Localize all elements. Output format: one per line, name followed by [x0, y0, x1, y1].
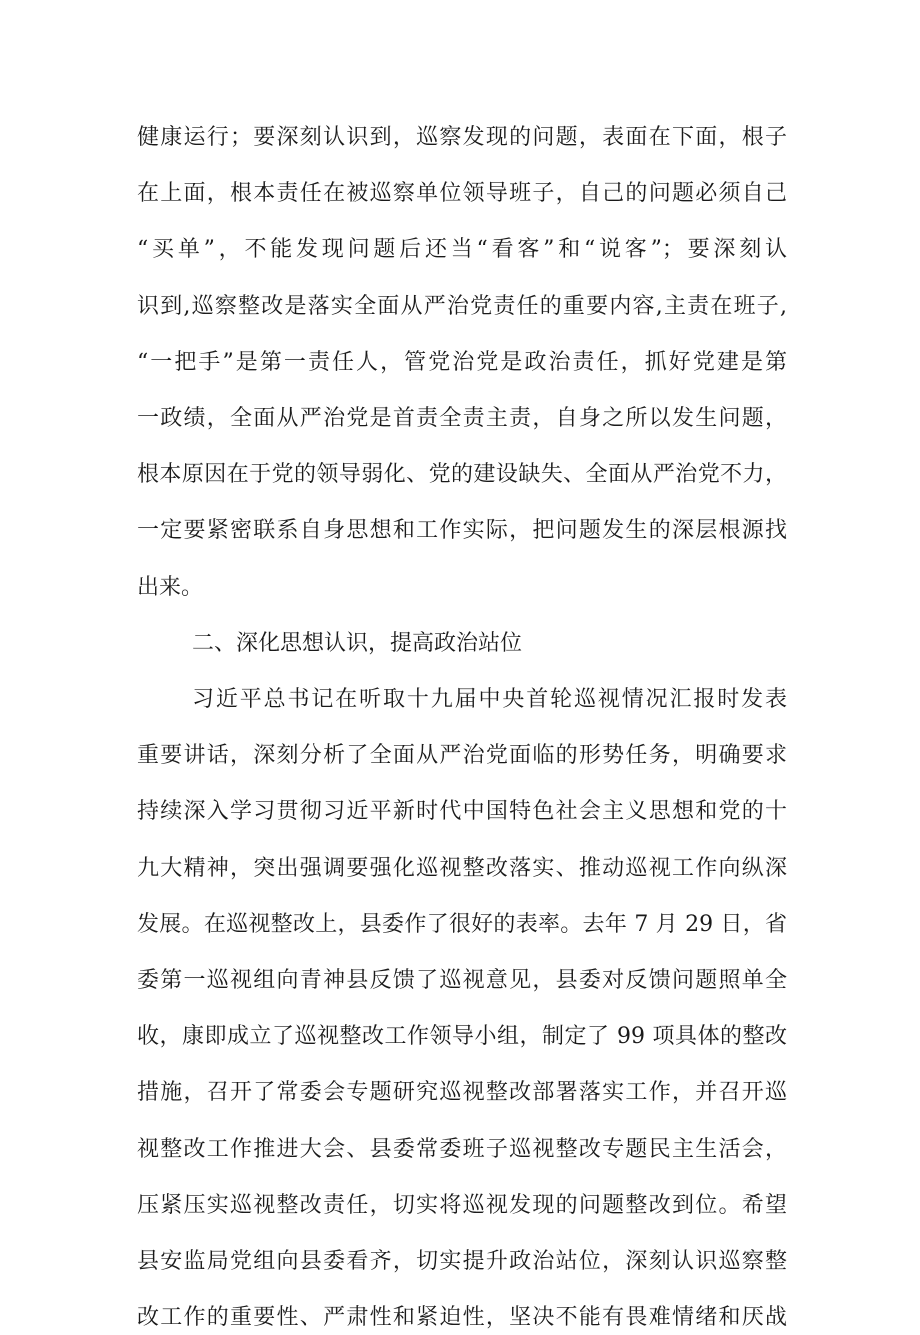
paragraph-2-line-3: 持续深入学习贯彻习近平新时代中国特色社会主义思想和党的十: [137, 799, 787, 824]
paragraph-1-line-9: 出来。: [137, 575, 204, 600]
paragraph-1-line-6: 一政绩，全面从严治党是首责全责主责，自身之所以发生问题，: [137, 406, 787, 431]
section-heading: 二、深化思想认识，提高政治站位: [192, 631, 523, 656]
paragraph-1-line-4: 识到,巡察整改是落实全面从严治党责任的重要内容,主责在班子,: [137, 294, 787, 319]
paragraph-2-line-5: 发展。在巡视整改上，县委作了很好的表率。去年 7 月 29 日，省: [137, 912, 787, 937]
paragraph-1-line-1: 健康运行；要深刻认识到，巡察发现的问题，表面在下面，根子: [137, 125, 787, 150]
paragraph-1-line-7: 根本原因在于党的领导弱化、党的建设缺失、全面从严治党不力，: [137, 462, 787, 487]
paragraph-1-line-3: “买单”，不能发现问题后还当“看客”和“说客”；要深刻认: [137, 237, 787, 262]
paragraph-2-line-7: 收，康即成立了巡视整改工作领导小组，制定了 99 项具体的整改: [137, 1024, 787, 1049]
paragraph-2-line-2: 重要讲话，深刻分析了全面从严治党面临的形势任务，明确要求: [137, 743, 787, 768]
paragraph-1-line-5: “一把手”是第一责任人，管党治党是政治责任，抓好党建是第: [137, 350, 787, 375]
paragraph-2-line-8: 措施，召开了常委会专题研究巡视整改部署落实工作，并召开巡: [137, 1080, 787, 1105]
paragraph-2-line-1: 习近平总书记在听取十九届中央首轮巡视情况汇报时发表: [192, 687, 787, 712]
paragraph-2-line-11: 县安监局党组向县委看齐，切实提升政治站位，深刻认识巡察整: [137, 1249, 787, 1274]
paragraph-2-line-6: 委第一巡视组向青神县反馈了巡视意见，县委对反馈问题照单全: [137, 968, 787, 993]
paragraph-2-line-12: 改工作的重要性、严肃性和紧迫性，坚决不能有畏难情绪和厌战: [137, 1305, 787, 1330]
paragraph-2-line-10: 压紧压实巡视整改责任，切实将巡视发现的问题整改到位。希望: [137, 1193, 787, 1218]
paragraph-1-line-8: 一定要紧密联系自身思想和工作实际，把问题发生的深层根源找: [137, 518, 787, 543]
paragraph-2-line-9: 视整改工作推进大会、县委常委班子巡视整改专题民主生活会，: [137, 1137, 787, 1162]
paragraph-1-line-2: 在上面，根本责任在被巡察单位领导班子，自己的问题必须自己: [137, 181, 787, 206]
paragraph-2-line-4: 九大精神，突出强调要强化巡视整改落实、推动巡视工作向纵深: [137, 856, 787, 881]
